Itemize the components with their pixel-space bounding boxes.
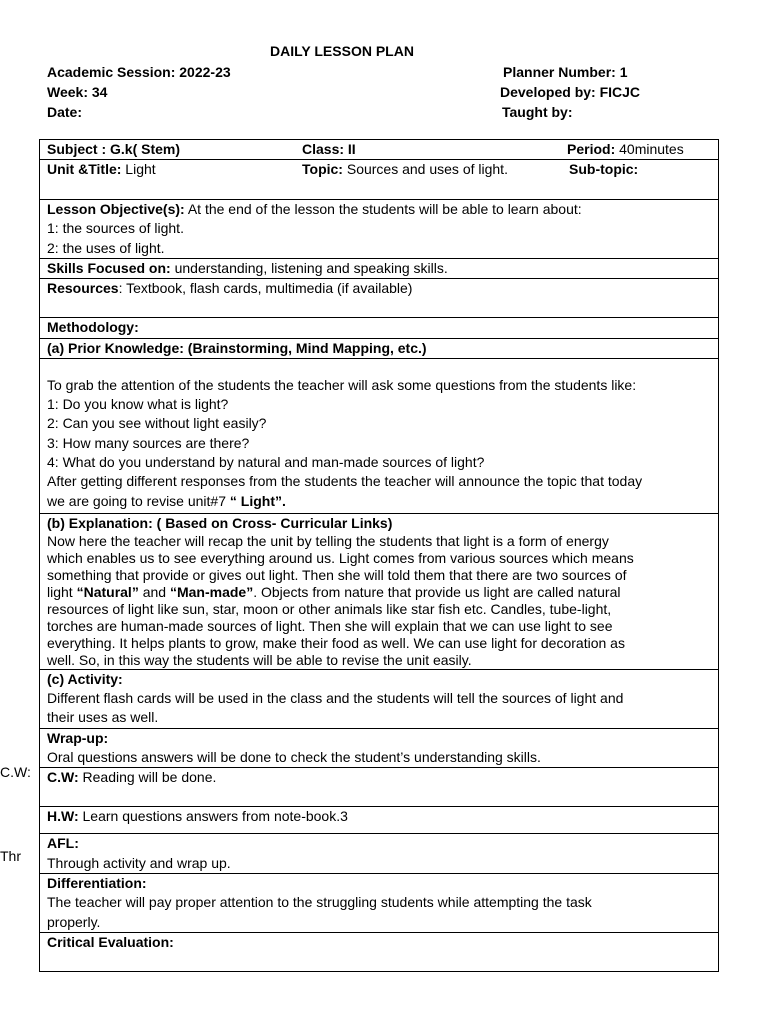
lesson-plan-table (39, 139, 719, 972)
skills-cell (40, 259, 719, 279)
prior-knowledge-cell (40, 358, 719, 513)
prior-topic: “ Light”. (229, 492, 286, 509)
subject: Subject : G.k( Stem) (47, 141, 181, 157)
natural-term: “Natural” (76, 583, 139, 600)
objectives-cell (40, 200, 719, 259)
explanation-line: which enables us to see everything around us. Light comes from various sources which means (47, 549, 634, 566)
differentiation-label: Differentiation: (47, 874, 147, 891)
hw-label: H.W: (47, 808, 79, 825)
activity-line: Different flash cards will be used in the class and the students will tell the sources of light and (47, 690, 624, 707)
skills-text: understanding, listening and speaking skills. (170, 260, 448, 276)
prior-question: 2: Can you see without light easily? (47, 415, 267, 432)
cw-label: C.W: (47, 769, 79, 786)
methodology-cell: Methodology: (40, 318, 719, 338)
explanation-cell (40, 513, 719, 669)
date: Date: (47, 104, 83, 120)
subtopic-label: Sub-topic: (569, 161, 639, 177)
explanation-line: torches are human-made sources of light. Then she will explain that we can use light to see (47, 617, 613, 634)
subject-row (40, 140, 719, 160)
objective-item: 1: the sources of light. (47, 220, 184, 237)
explanation-line: and (138, 583, 170, 600)
header-left (47, 62, 231, 122)
afl-cell (40, 834, 719, 874)
differentiation-line: The teacher will pay proper attention to the struggling students while attempting the task (47, 894, 592, 911)
objectives-label: Lesson Objective(s): (47, 201, 185, 217)
activity-cell (40, 669, 719, 728)
planner-number: Planner Number: 1 (503, 64, 628, 80)
taught-by: Taught by: (502, 104, 573, 120)
afl-label: AFL: (47, 835, 79, 852)
class: Class: II (302, 141, 356, 157)
hw-text: Learn questions answers from note-book.3 (78, 808, 348, 825)
explanation-line: something that provide or gives out light. Then she will told them that there are two sources of (47, 566, 627, 583)
skills-label: Skills Focused on: (47, 260, 171, 276)
prior-question: 4: What do you understand by natural and man-made sources of light? (47, 454, 485, 471)
wrapup-label: Wrap-up: (47, 729, 109, 746)
objective-item: 2: the uses of light. (47, 239, 165, 256)
week: Week: 34 (47, 84, 108, 100)
wrapup-text: Oral questions answers will be done to check the student’s understanding skills. (47, 749, 541, 766)
document-title: DAILY LESSON PLAN (270, 43, 414, 59)
topic-value: Sources and uses of light. (342, 161, 508, 177)
critical-evaluation-cell (40, 932, 719, 971)
explanation-line: well. So, in this way the students will be able to revise the unit easily. (47, 651, 472, 668)
explanation-line: Now here the teacher will recap the unit by telling the students that light is a form of energy (47, 532, 609, 549)
activity-label: (c) Activity: (47, 670, 123, 687)
explanation-line: . Objects from nature that provide us light are called natural (253, 583, 621, 600)
unit-label: Unit &Title: (47, 161, 122, 177)
hw-cell (40, 807, 719, 834)
cw-cell (40, 768, 719, 807)
explanation-line: light (47, 583, 77, 600)
academic-session: Academic Session: 2022-23 (47, 64, 231, 80)
unit-row (40, 160, 719, 200)
unit-value: Light (121, 161, 156, 177)
critical-evaluation-label: Critical Evaluation: (47, 933, 174, 950)
period-label: Period: (567, 141, 616, 157)
resources-label: Resources (47, 280, 119, 297)
wrapup-cell (40, 728, 719, 768)
objectives-text: At the end of the lesson the students will be able to learn about: (184, 201, 582, 217)
developed-by: Developed by: FICJC (500, 84, 641, 100)
activity-line: their uses as well. (47, 709, 159, 726)
explanation-line: everything. It helps plants to grow, make their food as well. We can use light for decoration as (47, 634, 625, 651)
cw-text: Reading will be done. (78, 769, 217, 786)
man-made-term: “Man-made” (169, 583, 254, 600)
differentiation-line: properly. (47, 913, 101, 930)
prior-question: 3: How many sources are there? (47, 434, 250, 451)
resources-text: : Textbook, flash cards, multimedia (if available) (118, 280, 413, 297)
prior-intro: To grab the attention of the students the teacher will ask some questions from the students like: (47, 376, 637, 393)
explanation-line: resources of light like sun, star, moon or other animals like star fish etc. Candles, tube-light, (47, 600, 612, 617)
prior-after-2: we are going to revise unit#7 (47, 492, 230, 509)
prior-knowledge-header: (a) Prior Knowledge: (Brainstorming, Mind Mapping, etc.) (40, 338, 719, 358)
differentiation-cell (40, 873, 719, 932)
period-value: 40minutes (615, 141, 684, 157)
prior-after-1: After getting different responses from the students the teacher will announce the topic that today (47, 473, 643, 490)
afl-text: Through activity and wrap up. (47, 854, 231, 871)
topic-label: Topic: (302, 161, 343, 177)
prior-question: 1: Do you know what is light? (47, 396, 229, 413)
margin-cw: C.W: (0, 764, 31, 780)
explanation-label: (b) Explanation: ( Based on Cross- Curricular Links) (47, 514, 393, 531)
header-right (500, 62, 640, 122)
margin-thr: Thr (0, 848, 21, 864)
resources-cell (40, 279, 719, 318)
